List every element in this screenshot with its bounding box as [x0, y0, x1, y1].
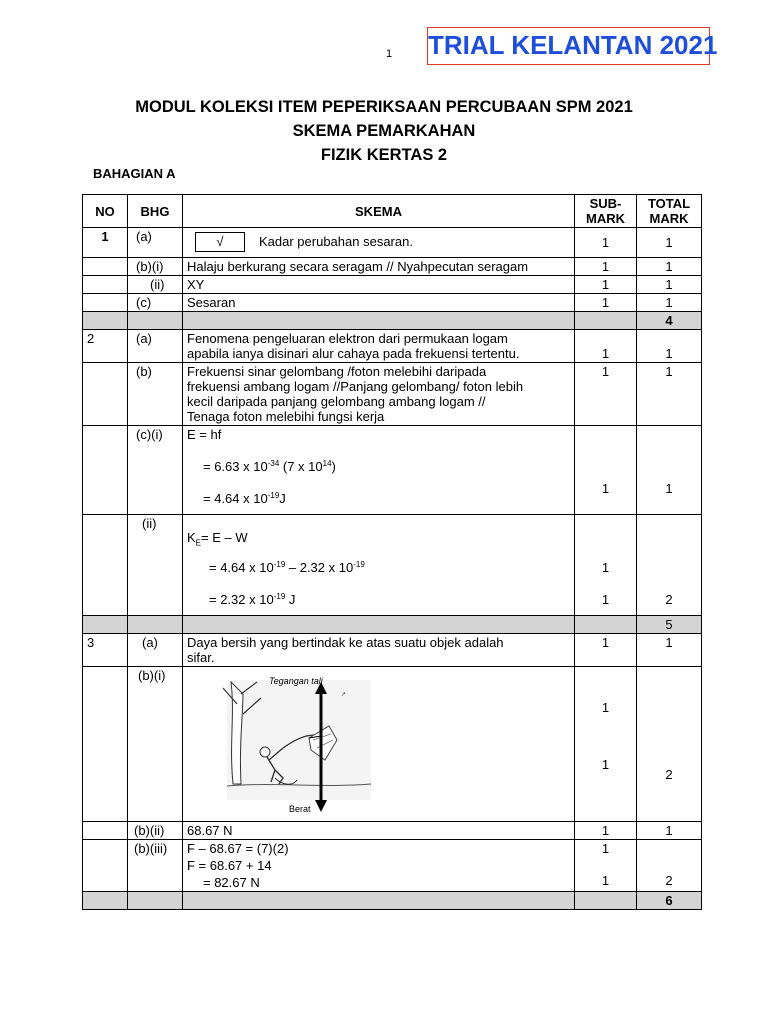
answer-line: Frekuensi sinar gelombang /foton melebihi daripada [187, 364, 487, 379]
answer-line: sifar. [187, 650, 215, 665]
total-mark: 1 [637, 634, 702, 667]
answer-cell [183, 330, 575, 363]
total-mark: 1 [637, 294, 702, 312]
section-heading: BAHAGIAN A [93, 166, 176, 181]
part-label: (ii) [128, 515, 183, 616]
svg-text:↗: ↗ [341, 691, 347, 698]
answer-line: Fenomena pengeluaran elektron dari permukaan logam [187, 331, 508, 346]
col-header-skema: SKEMA [183, 195, 575, 228]
subtotal-row [83, 616, 702, 634]
answer-cell [183, 426, 575, 515]
table-row [83, 426, 702, 515]
formula-line: = 4.64 x $10^{-19} - 2.32$ x $10^{-19}$ [209, 560, 365, 575]
sub-mark: 1 [575, 822, 637, 840]
formula-line: F = 68.67 + 14 [187, 858, 272, 873]
question-total: 5 [637, 616, 702, 634]
table-row [83, 634, 702, 667]
total-mark: 1 [637, 822, 702, 840]
part-label: (b) [128, 363, 183, 426]
document-subtitle: SKEMA PEMARKAHAN [292, 122, 476, 140]
part-label: (b)(i) [128, 667, 183, 822]
question-total: 6 [637, 892, 702, 910]
sub-mark: 1 [575, 634, 637, 667]
sub-mark-line1: SUB- [589, 196, 622, 211]
total-mark: 1 [637, 363, 702, 426]
sub-mark-1: 1 [601, 560, 610, 575]
sub-mark-2: 1 [601, 873, 610, 888]
diagram-cell [183, 667, 575, 822]
col-header-bhg: BHG [128, 195, 183, 228]
sub-mark: 1 [575, 228, 637, 258]
part-label: (c)(i) [128, 426, 183, 515]
table-row [83, 276, 702, 294]
sub-mark: 1 [575, 426, 637, 515]
tick-icon: √ [195, 232, 245, 252]
part-label: (b)(iii) [128, 840, 183, 892]
col-header-sub-mark [575, 195, 637, 228]
total-mark: 1 [637, 426, 702, 515]
answer-cell [183, 634, 575, 667]
answer-line: frekuensi ambang logam //Panjang gelombang/ foton lebih [187, 379, 524, 394]
table-row [83, 228, 702, 258]
col-header-no: NO [83, 195, 128, 228]
answer-text: Sesaran [183, 294, 575, 312]
total-mark-line2: MARK [649, 211, 689, 226]
part-label: (a) [128, 330, 183, 363]
part-label: (b)(ii) [128, 822, 183, 840]
answer-text: Kadar perubahan sesaran. [259, 233, 413, 249]
force-diagram [213, 674, 385, 816]
answer-line: Daya bersih yang bertindak ke atas suatu objek adalah [187, 635, 504, 650]
total-mark [637, 840, 702, 892]
formula-line: E = hf [187, 427, 222, 442]
sub-mark: 1 [575, 258, 637, 276]
col-header-total-mark [637, 195, 702, 228]
sub-mark: 1 [575, 363, 637, 426]
formula-line: = 2.32 x $10^{-19}$ J [209, 592, 296, 607]
answer-cell [183, 515, 575, 616]
formula-line: F – 68.67 = (7)(2) [187, 841, 289, 856]
total-mark [637, 515, 702, 616]
table-row [83, 840, 702, 892]
sub-mark [575, 667, 637, 822]
sub-mark-2: 1 [601, 592, 610, 607]
total-mark: 1 [637, 330, 702, 363]
sub-mark: 1 [575, 276, 637, 294]
answer-line: kecil daripada panjang gelombang ambang logam // [187, 394, 486, 409]
table-row [83, 515, 702, 616]
table-row [83, 667, 702, 822]
formula-line: = 4.64 x $10^{-19}J$ [203, 491, 286, 506]
tree-rope-diagram [213, 674, 385, 816]
subtotal-row [83, 892, 702, 910]
total-mark-value: 2 [665, 592, 673, 607]
document-title: MODUL KOLEKSI ITEM PEPERIKSAAN PERCUBAAN SPM 2021 [135, 98, 633, 116]
answer-cell [183, 840, 575, 892]
answer-line: apabila ianya disinari alur cahaya pada frekuensi tertentu. [187, 346, 520, 361]
question-number: 3 [83, 634, 128, 667]
table-header-row [83, 195, 702, 228]
page-number: 1 [386, 48, 393, 60]
part-label: (a) [128, 634, 183, 667]
question-number: 1 [83, 228, 128, 258]
subtotal-row [83, 312, 702, 330]
answer-cell [183, 363, 575, 426]
total-mark-value: 2 [665, 873, 673, 888]
answer-line: Tenaga foton melebihi fungsi kerja [187, 409, 385, 424]
formula-line: $K_E= E - W$ [187, 530, 248, 548]
table-row [83, 258, 702, 276]
answer-cell [183, 228, 575, 258]
answer-text: XY [183, 276, 575, 294]
trial-stamp [427, 27, 718, 65]
total-mark: 1 [637, 276, 702, 294]
answer-text: Halaju berkurang secara seragam // Nyahpecutan seragam [183, 258, 575, 276]
total-mark-line1: TOTAL [647, 196, 691, 211]
sub-mark [575, 515, 637, 616]
total-mark: 1 [637, 228, 702, 258]
sub-mark-1: 1 [601, 700, 610, 715]
tension-label: Tegangan tali [269, 676, 323, 686]
sub-mark [575, 840, 637, 892]
part-label: (a) [128, 228, 183, 258]
part-label: (b)(i) [128, 258, 183, 276]
question-number: 2 [83, 330, 128, 363]
part-label: (ii) [128, 276, 183, 294]
table-row [83, 330, 702, 363]
part-label: (c) [128, 294, 183, 312]
sub-mark: 1 [575, 294, 637, 312]
marking-scheme-table [82, 194, 702, 910]
sub-mark: 1 [575, 330, 637, 363]
total-mark-value: 2 [665, 767, 673, 782]
table-row [83, 294, 702, 312]
formula-line: = 6.63 x $10^{-34}$ (7 x $10^{14}$) [203, 459, 336, 474]
table-row [83, 822, 702, 840]
weight-label: Berat [289, 804, 311, 814]
sub-mark-2: 1 [601, 757, 610, 772]
formula-line: = 82.67 N [203, 875, 260, 890]
paper-title: FIZIK KERTAS 2 [320, 146, 448, 164]
answer-text: 68.67 N [183, 822, 575, 840]
total-mark [637, 667, 702, 822]
table-row [83, 363, 702, 426]
total-mark: 1 [637, 258, 702, 276]
question-total: 4 [637, 312, 702, 330]
trial-stamp-text: TRIAL KELANTAN 2021 [428, 30, 718, 60]
sub-mark-1: 1 [601, 841, 610, 856]
sub-mark-line2: MARK [586, 211, 625, 226]
